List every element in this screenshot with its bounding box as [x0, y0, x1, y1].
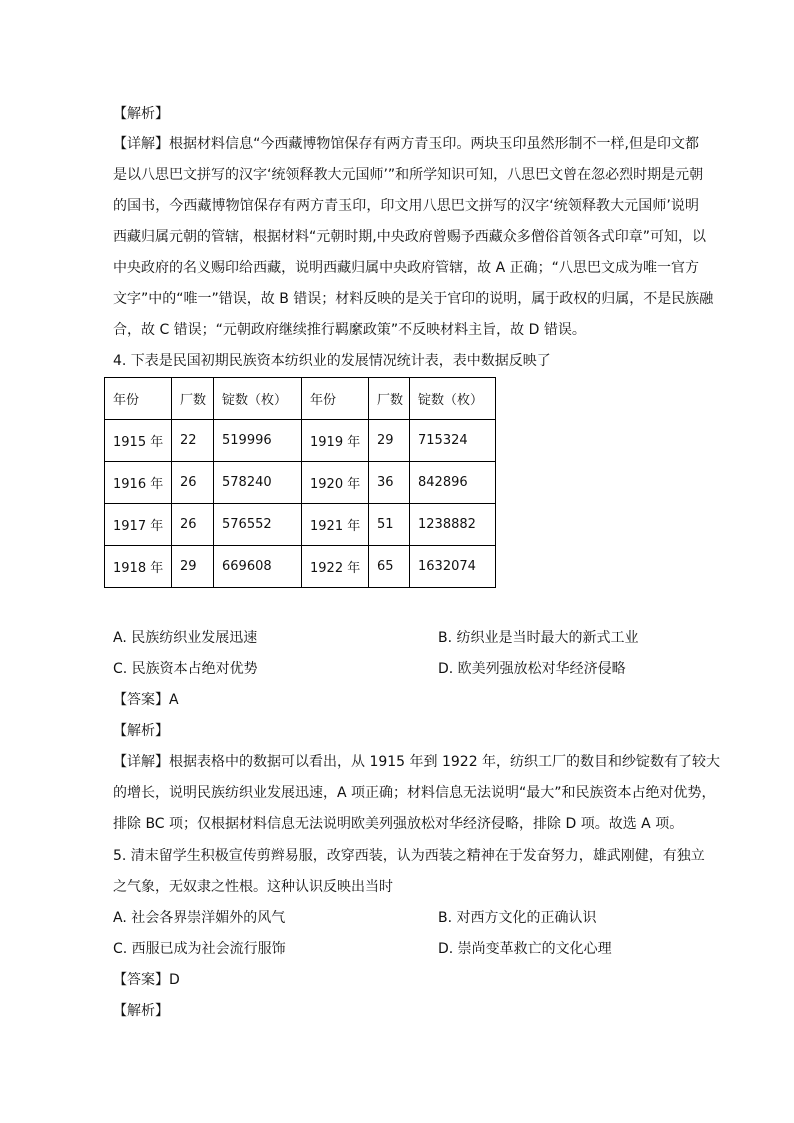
table-row [105, 462, 496, 504]
table-row [105, 420, 496, 462]
option-d: D. 欧美列强放松对华经济侵略 [438, 661, 626, 677]
table-cell: 29 [369, 420, 410, 462]
detail-line: 【详解】根据表格中的数据可以看出，从 1915 年到 1922 年，纺织工厂的数目和纱锭数有了较大 [113, 754, 721, 770]
option-d: D. 崇尚变革救亡的文化心理 [438, 941, 612, 957]
table-cell: 519996 [214, 420, 302, 462]
option-b: B. 纺织业是当时最大的新式工业 [438, 630, 639, 646]
header-cell: 锭数（枚） [214, 378, 302, 420]
table-header-row [105, 378, 496, 420]
detail-line: 是以八思巴文拼写的汉字‘统领释教大元国师’”和所学知识可知，八思巴文曾在忽必烈时期是元朝 [113, 167, 704, 183]
answer-label: 【答案】D [113, 972, 180, 988]
textile-stats-table [104, 377, 496, 588]
table-cell: 1919 年 [302, 420, 369, 462]
table-cell: 842896 [410, 462, 496, 504]
table-cell: 65 [369, 546, 410, 588]
header-cell: 年份 [105, 378, 172, 420]
option-b: B. 对西方文化的正确认识 [438, 910, 597, 926]
table-cell: 1915 年 [105, 420, 172, 462]
question-5-stem: 5. 清末留学生积极宣传剪辫易服，改穿西装，认为西装之精神在于发奋努力，雄武刚健，有独立 [113, 848, 705, 864]
detail-line: 排除 BC 项；仅根据材料信息无法说明欧美列强放松对华经济侵略，排除 D 项。故选 A 项。 [113, 816, 684, 832]
table-cell: 715324 [410, 420, 496, 462]
table-cell: 1916 年 [105, 462, 172, 504]
table-cell: 1921 年 [302, 504, 369, 546]
header-cell: 锭数（枚） [410, 378, 496, 420]
table-cell: 36 [369, 462, 410, 504]
option-c: C. 民族资本占绝对优势 [113, 661, 258, 677]
table-cell: 1238882 [410, 504, 496, 546]
question-4-stem: 4. 下表是民国初期民族资本纺织业的发展情况统计表，表中数据反映了 [113, 353, 551, 369]
table-cell: 669608 [214, 546, 302, 588]
header-cell: 年份 [302, 378, 369, 420]
table-cell: 26 [172, 462, 214, 504]
header-cell: 厂数 [369, 378, 410, 420]
table-cell: 29 [172, 546, 214, 588]
option-a: A. 社会各界崇洋媚外的风气 [113, 910, 286, 926]
table-cell: 578240 [214, 462, 302, 504]
analysis-label: 【解析】 [113, 1003, 169, 1019]
table-cell: 26 [172, 504, 214, 546]
table-cell: 1920 年 [302, 462, 369, 504]
table-cell: 1917 年 [105, 504, 172, 546]
table-cell: 22 [172, 420, 214, 462]
detail-line: 【详解】根据材料信息“今西藏博物馆保存有两方青玉印。两块玉印虽然形制不一样,但是印文都 [113, 136, 699, 152]
table-row [105, 546, 496, 588]
detail-line: 合，故 C 错误；“元朝政府继续推行羁縻政策”不反映材料主旨，故 D 错误。 [113, 322, 586, 338]
header-cell: 厂数 [172, 378, 214, 420]
table-cell: 576552 [214, 504, 302, 546]
question-5-stem: 之气象，无奴隶之性根。这种认识反映出当时 [113, 879, 393, 895]
detail-line: 西藏归属元朝的管辖，根据材料“元朝时期,中央政府曾赐予西藏众多僧俗首领各式印章”可知，以 [113, 229, 706, 245]
detail-line: 中央政府的名义赐印给西藏，说明西藏归属中央政府管辖，故 A 正确；“八思巴文成为唯一官方 [113, 260, 699, 276]
detail-line: 的国书，今西藏博物馆保存有两方青玉印，印文用八思巴文拼写的汉字‘统领释教大元国师’说明 [113, 198, 699, 214]
table-row [105, 504, 496, 546]
answer-label: 【答案】A [113, 692, 179, 708]
analysis-label: 【解析】 [113, 106, 169, 122]
option-a: A. 民族纺织业发展迅速 [113, 630, 258, 646]
analysis-label: 【解析】 [113, 723, 169, 739]
table-cell: 1632074 [410, 546, 496, 588]
table-cell: 1922 年 [302, 546, 369, 588]
detail-line: 文字”中的“唯一”错误，故 B 错误；材料反映的是关于官印的说明，属于政权的归属，不是民族融 [113, 291, 714, 307]
option-c: C. 西服已成为社会流行服饰 [113, 941, 286, 957]
table-cell: 51 [369, 504, 410, 546]
detail-line: 的增长，说明民族纺织业发展迅速，A 项正确；材料信息无法说明“最大”和民族资本占绝对优势， [113, 785, 716, 801]
table-cell: 1918 年 [105, 546, 172, 588]
